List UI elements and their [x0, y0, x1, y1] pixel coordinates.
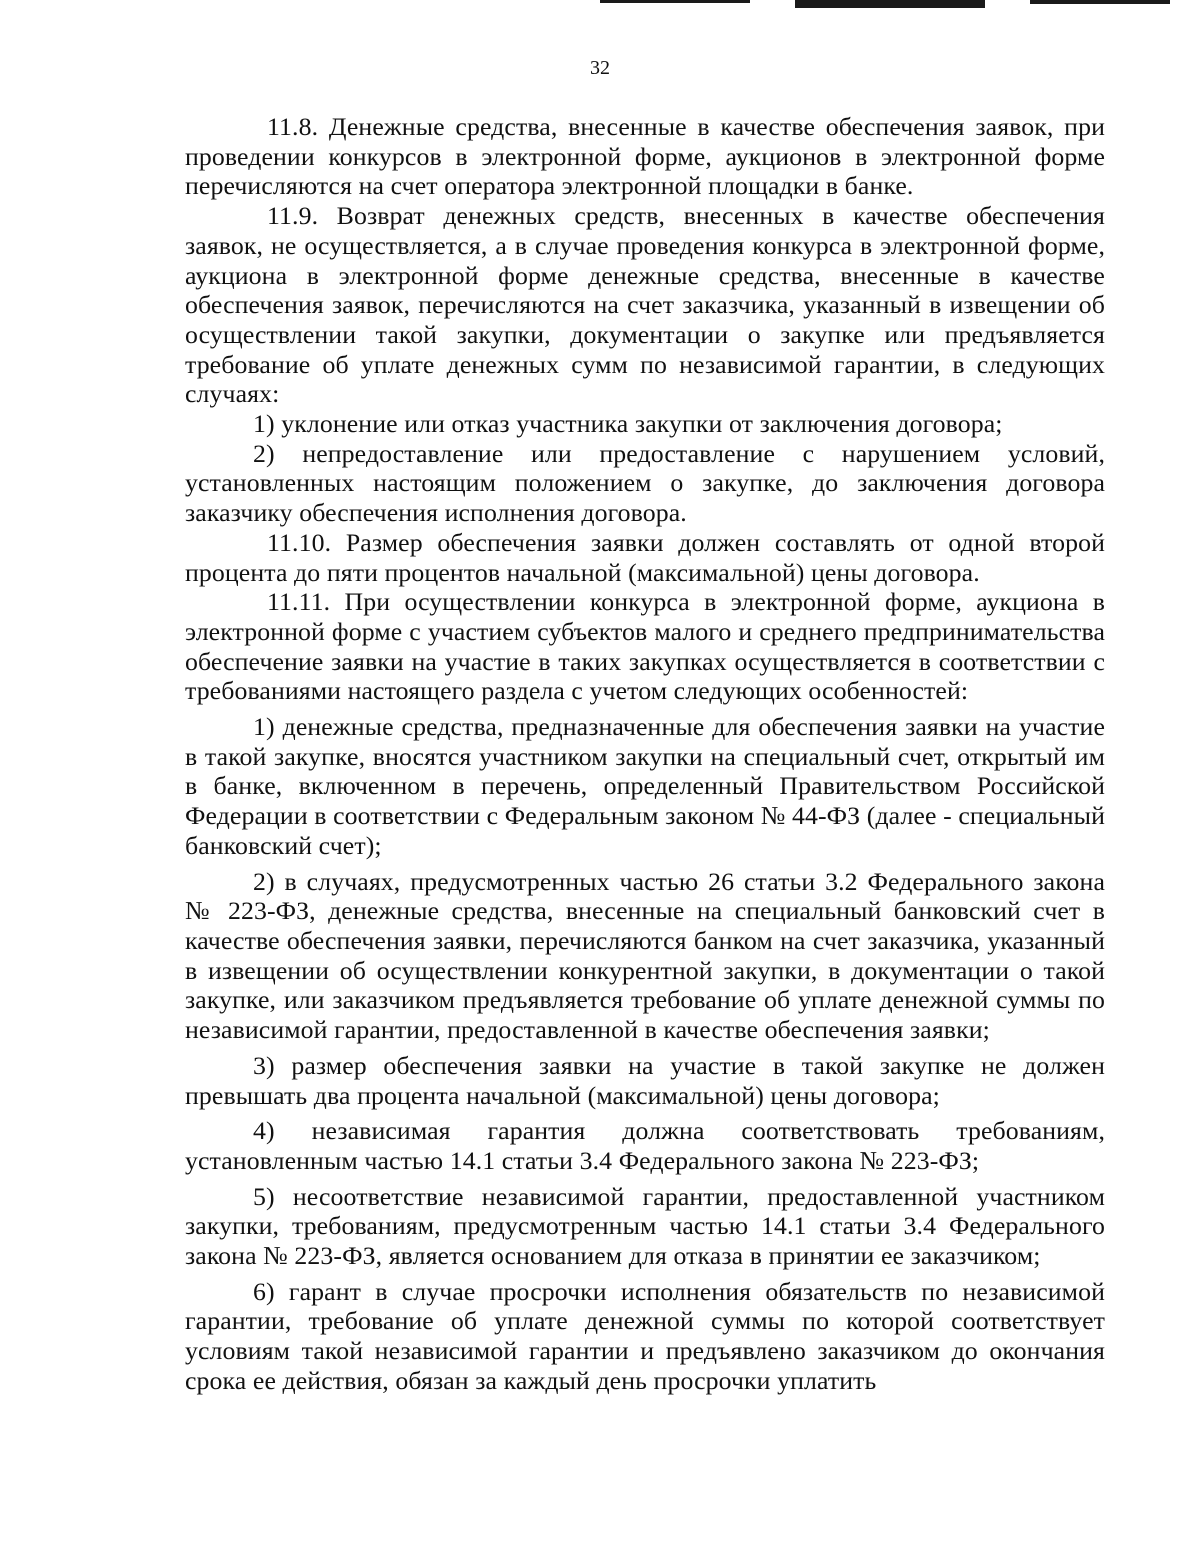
list-item-11-11-2: 2) в случаях, предусмотренных частью 26 статьи 3.2 Федерального закона № 223-ФЗ, денежные средства, внесенные на специальный банковский счет в качестве обеспечения заявки, перечисляются банком на счет заказчика, указанный в извещении об осуществлении конкурентной закупки, в документации о такой закупке, или заказчиком предъявляется требование об уплате денежной суммы по независимой гарантии, предоставленной в качестве обеспечения заявки;	[185, 866, 1105, 1045]
list-item-11-9-2: 2) непредоставление или предоставление с нарушением условий, установленных настоящим положением о закупке, до заключения договора заказчику обеспечения исполнения договора.	[185, 438, 1105, 528]
paragraph-11-8: 11.8. Денежные средства, внесенные в качестве обеспечения заявок, при проведении конкурсов в электронной форме, аукционов в электронной форме перечисляются на счет оператора электронной площадки в банке.	[185, 112, 1105, 201]
list-item-11-11-6: 6) гарант в случае просрочки исполнения обязательств по независимой гарантии, требование об уплате денежной суммы по которой соответствует условиям такой независимой гарантии и предъявлено заказчиком до окончания срока ее действия, обязан за каждый день просрочки уплатить	[185, 1276, 1105, 1395]
list-item-11-11-4: 4) независимая гарантия должна соответствовать требованиям, установленным частью 14.1 статьи 3.4 Федерального закона № 223-ФЗ;	[185, 1116, 1105, 1175]
paragraph-11-11: 11.11. При осуществлении конкурса в электронной форме, аукциона в электронной форме с участием субъектов малого и среднего предпринимательства обеспечение заявки на участие в таких закупках осуществляется в соответствии с требованиями настоящего раздела с учетом следующих особенностей:	[185, 587, 1105, 706]
list-item-11-9-1: 1) уклонение или отказ участника закупки от заключения договора;	[253, 409, 1003, 439]
scan-edge-mark-top-right	[795, 0, 985, 8]
paragraph-11-9: 11.9. Возврат денежных средств, внесенных в качестве обеспечения заявок, не осуществляется, а в случае проведения конкурса в электронной форме, аукциона в электронной форме денежные средства, внесенные в качестве обеспечения заявок, перечисляются на счет заказчика, указанный в извещении об осуществлении такой закупки, документации о закупке или предъявляется требование об уплате денежных сумм по независимой гарантии, в следующих случаях:	[185, 201, 1105, 409]
scan-edge-mark-top-far-right	[1030, 0, 1170, 4]
paragraph-11-10: 11.10. Размер обеспечения заявки должен составлять от одной второй процента до пяти процентов начальной (максимальной) цены договора.	[185, 527, 1105, 587]
page-number: 32	[590, 57, 610, 79]
list-item-11-11-1: 1) денежные средства, предназначенные для обеспечения заявки на участие в такой закупке, вносятся участником закупки на специальный счет, открытый им в банке, включенном в перечень, определенный Правительством Российской Федерации в соответствии с Федеральным законом № 44-ФЗ (далее - специальный банковский счет);	[185, 712, 1105, 860]
scan-edge-mark-top-left	[600, 0, 750, 3]
list-item-11-11-3: 3) размер обеспечения заявки на участие в такой закупке не должен превышать два процента начальной (максимальной) цены договора;	[185, 1050, 1105, 1110]
list-item-11-11-5: 5) несоответствие независимой гарантии, предоставленной участником закупки, требованиям, предусмотренным частью 14.1 статьи 3.4 Федерального закона № 223-ФЗ, является основанием для отказа в принятии ее заказчиком;	[185, 1181, 1105, 1271]
document-body	[185, 112, 1105, 1396]
